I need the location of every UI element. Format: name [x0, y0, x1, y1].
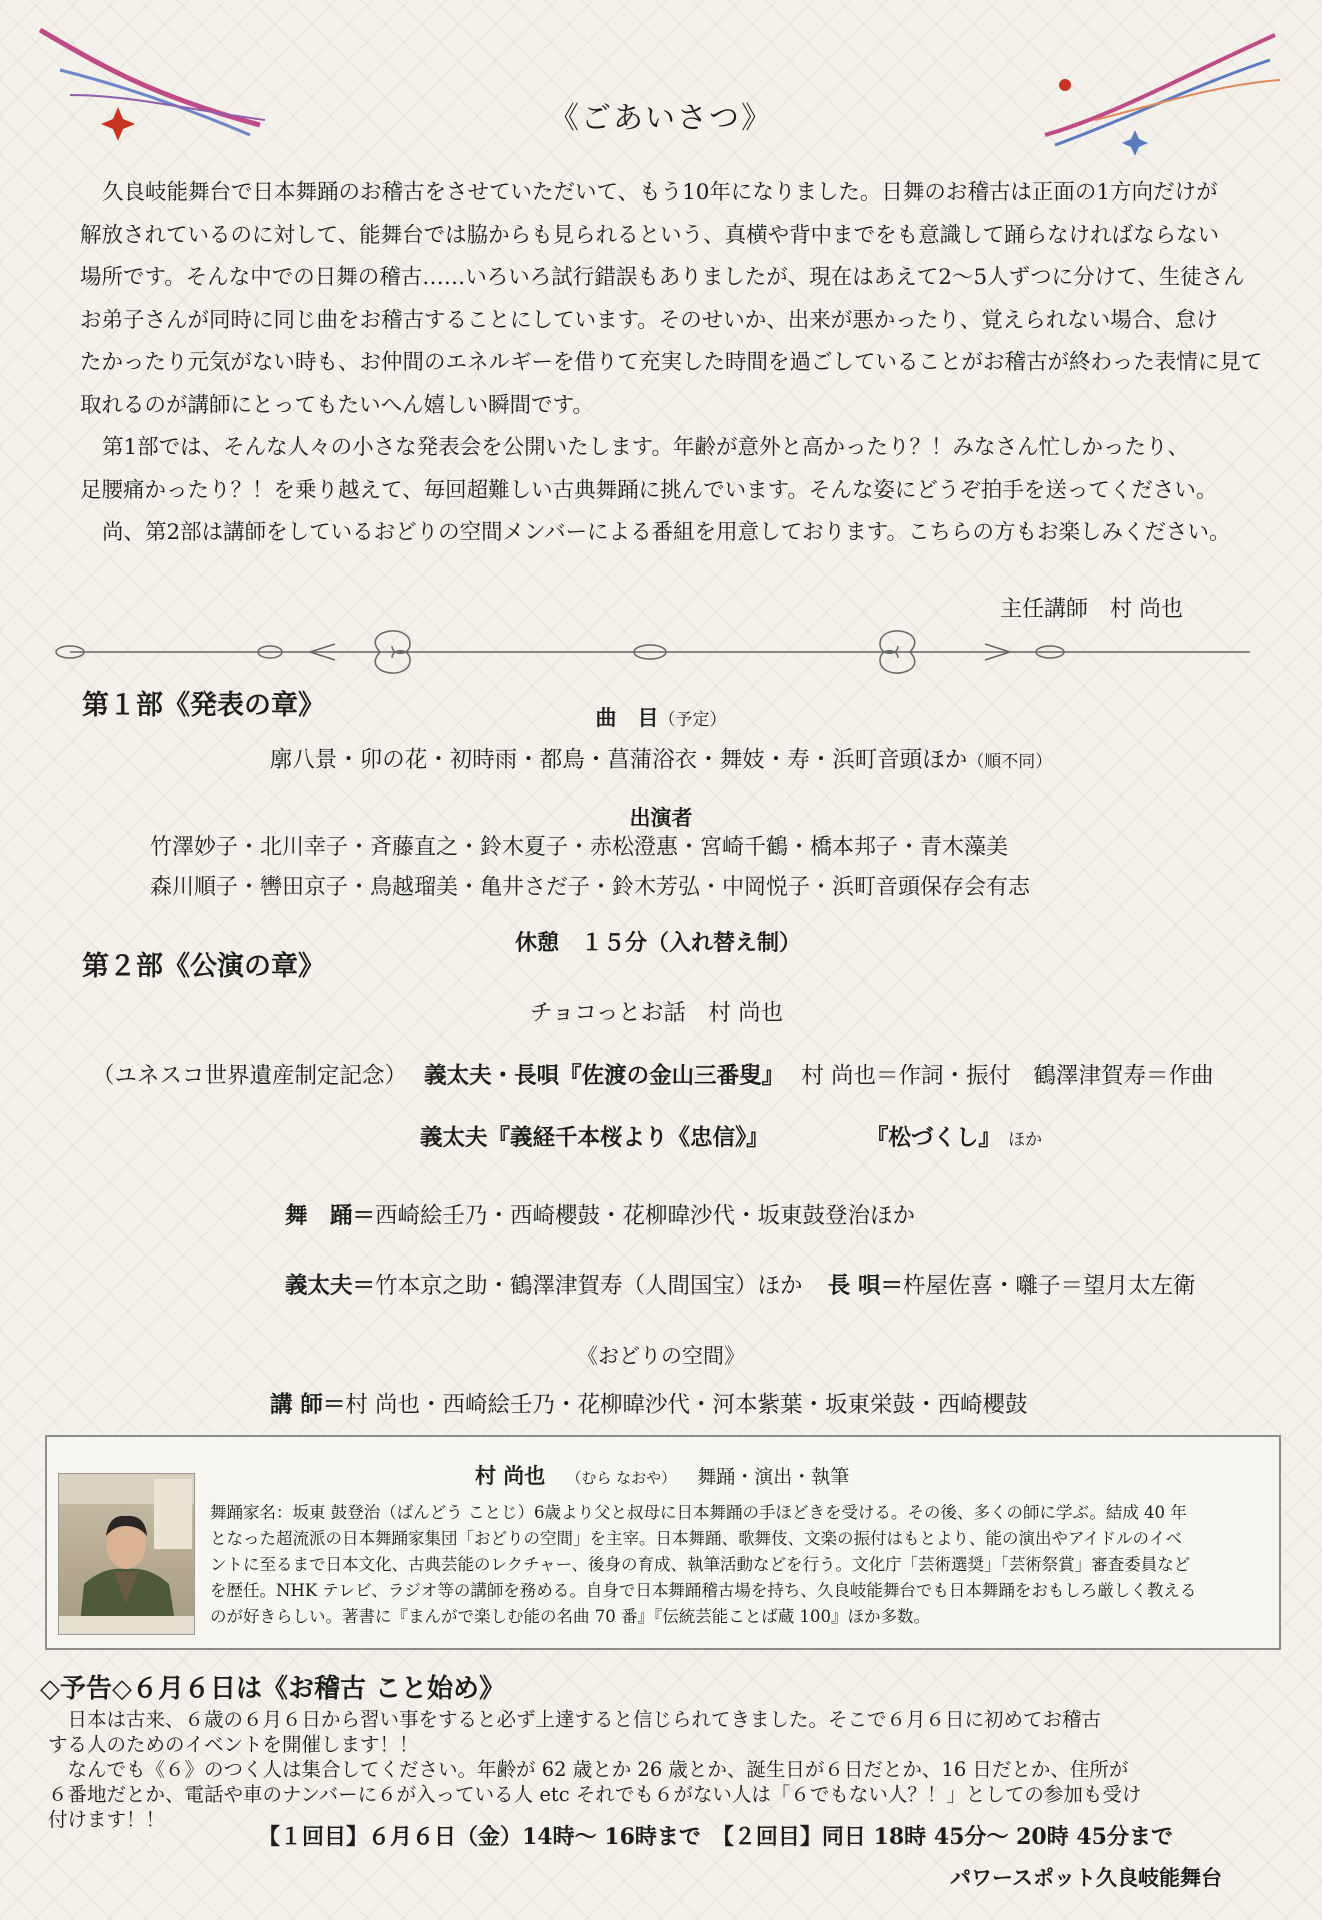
gidayu-line: [285, 1268, 1196, 1300]
bio-line: のが好きらしい。著書に『まんがで楽しむ能の名曲 70 番』『伝統芸能ことば蔵 100』ほか多数。: [210, 1607, 930, 1626]
program-titles: 廓八景・卯の花・初時雨・都鳥・菖蒲浴衣・舞妓・寿・浜町音頭ほか: [269, 747, 968, 773]
greeting-line: 久良岐能舞台で日本舞踊のお稽古をさせていただいて、もう10年になりました。日舞のお稽古は正面の1方向だけが: [102, 180, 1218, 205]
intermission-note: （入れ替え制）: [647, 930, 802, 956]
works-line: [420, 1120, 1042, 1152]
performers-list: [150, 828, 1030, 908]
instructors-line: [270, 1387, 1028, 1419]
divider-swirl-left-2: [375, 651, 410, 673]
greeting-line: たかったり元気がない時も、お仲間のエネルギーを借りて充実した時間を過ごしていることがお稽古が終わった表情に見て: [80, 350, 1263, 375]
bio-name: 村 尚也: [475, 1463, 546, 1488]
program-list: [0, 742, 1322, 774]
instructor-photo: [58, 1473, 195, 1635]
bio-reading: （むら なおや）: [566, 1469, 677, 1487]
notice-line: ６番地だとか、電話や車のナンバーに６が入っている人 etc それでも６がない人は「６でもない人？！」としての参加も受け: [48, 1783, 1142, 1806]
unesco-line: [92, 1058, 1214, 1090]
performers-line: 竹澤妙子・北川幸子・斉藤直之・鈴木夏子・赤松澄惠・宮崎千鶴・橋本邦子・青木藻美: [150, 835, 1009, 860]
bio-line: ントに至るまで日本文化、古典芸能のレクチャー、後身の育成、執筆活動などを行う。文化庁「芸術選奨」「芸術祭賞」審査委員など: [210, 1555, 1191, 1574]
work3-suffix: ほか: [1008, 1130, 1043, 1150]
notice-line: 付けます！！: [48, 1808, 166, 1831]
divider-swirl-right-2: [880, 651, 915, 673]
portrait-window: [154, 1479, 192, 1549]
bio-line: となった超流派の日本舞踊家集団「おどりの空間」を主宰。日本舞踊、歌舞伎、文楽の振付はもとより、能の演出やアイドルのイベ: [210, 1529, 1183, 1548]
greeting-title: 《ごあいさつ》: [549, 101, 773, 136]
unesco-prefix: （ユネスコ世界遺産制定記念）: [92, 1063, 408, 1089]
program-heading-note: （予定）: [658, 710, 727, 730]
intermission: [515, 926, 801, 957]
greeting-line: 第1部では、そんな人々の小さな発表会を公開いたします。年齢が意外と高かったり？！みなさん忙しかったり、: [102, 435, 1189, 460]
notice-line: 日本は古来、６歳の６月６日から習い事をすると必ず上達すると信じられてきました。そこで６月６日に初めてお稽古: [48, 1708, 1102, 1731]
instructors-names: 村 尚也・西崎絵壬乃・花柳暐沙代・河本紫葉・坂東栄鼓・西崎櫻鼓: [345, 1392, 1028, 1418]
work1-credits: 村 尚也＝作詞・振付 鶴澤津賀寿＝作曲: [801, 1063, 1214, 1089]
portrait-illustration: [59, 1474, 194, 1634]
ornament-divider: [50, 622, 1270, 682]
program-order-note: （順不同）: [967, 752, 1053, 772]
event-schedule: 【１回目】６月６日（金）14時～ 16時まで 【２回目】同日 18時 45分～ 20時 45分まで: [258, 1824, 1173, 1850]
performers-line: 森川順子・轡田京子・鳥越瑠美・亀井さだ子・鈴木芳弘・中岡悦子・浜町音頭保存会有志: [150, 875, 1031, 900]
venue-name: パワースポット久良岐能舞台: [950, 1865, 1222, 1890]
group-title: 《おどりの空間》: [577, 1344, 745, 1368]
program-heading: [0, 702, 1322, 732]
nagauta-names: 杵屋佐喜・囃子＝望月太左衛: [903, 1273, 1196, 1299]
notice-heading: ◇予告◇６月６日は《お稽古 こと始め》: [40, 1674, 506, 1704]
bio-roles: 舞踊・演出・執筆: [697, 1466, 850, 1488]
work3-title: 『松づくし』: [865, 1125, 1001, 1151]
dance-label: 舞 踊＝: [285, 1203, 376, 1229]
portrait-table: [59, 1616, 194, 1634]
dance-line: [285, 1198, 915, 1230]
dot-red: [1059, 79, 1071, 91]
part2-title: 第２部《公演の章》: [82, 951, 325, 982]
greeting-line: 尚、第2部は講師をしているおどりの空間メンバーによる番組を用意しております。こちらの方もお楽しみください。: [102, 520, 1231, 545]
gidayu-names: 竹本京之助・鶴澤津賀寿（人間国宝）ほか: [375, 1273, 803, 1299]
intermission-label: 休憩 １５分: [515, 930, 648, 956]
nagauta-label: 長 唄＝: [827, 1273, 904, 1299]
bio-line: 舞踊家名：坂東 鼓登治（ばんどう ことじ）6歳より父と叔母に日本舞踊の手ほどきを受ける。その後、多くの師に学ぶ。結成 40 年: [210, 1503, 1187, 1522]
divider-swirl-left: [375, 631, 410, 653]
dance-names: 西崎絵壬乃・西崎櫻鼓・花柳暐沙代・坂東鼓登治ほか: [375, 1203, 916, 1229]
performers-heading: 出演者: [629, 805, 693, 830]
gidayu-label: 義太夫＝: [285, 1273, 376, 1299]
notice-body: [48, 1707, 1288, 1832]
notice-line: なんでも《６》のつく人は集合してください。年齢が 62 歳とか 26 歳とか、誕生日が６日だとか、16 日だとか、住所が: [48, 1758, 1129, 1781]
notice-line: する人のためのイベントを開催します！！: [48, 1733, 419, 1756]
talk-line: チョコっとお話 村 尚也: [530, 1000, 784, 1026]
greeting-body: [80, 172, 1263, 555]
part1-title: 第１部《発表の章》: [82, 690, 325, 721]
bio-text: [210, 1500, 1272, 1630]
greeting-line: 足腰痛かったり？！を乗り越えて、毎回超難しい古典舞踊に挑んでいます。そんな姿にどうぞ拍手を送ってください。: [80, 477, 1218, 503]
greeting-signature: 主任講師 村 尚也: [1000, 597, 1183, 622]
work2-title: 義太夫『義経千本桜より《忠信》』: [420, 1125, 769, 1151]
greeting-line: 取れるのが講師にとってもたいへん嬉しい瞬間です。: [80, 392, 594, 418]
work1-title: 義太夫・長唄『佐渡の金山三番叟』: [424, 1063, 785, 1089]
greeting-line: お弟子さんが同時に同じ曲をお稽古することにしています。そのせいか、出来が悪かったり、覚えられない場合、怠け: [80, 307, 1218, 333]
greeting-line: 解放されているのに対して、能舞台では脇からも見られるという、真横や背中までをも意識して踊らなければならない: [80, 222, 1220, 248]
bio-line: を歴任。NHK テレビ、ラジオ等の講師を務める。自身で日本舞踊稽古場を持ち、久良岐能舞台でも日本舞踊をおもしろ厳しく教える: [210, 1581, 1197, 1600]
program-heading-label: 曲 目: [595, 705, 659, 730]
greeting-line: 場所です。そんな中での日舞の稽古……いろいろ試行錯誤もありましたが、現在はあえて2～5人ずつに分けて、生徒さん: [80, 265, 1245, 290]
instructors-label: 講 師＝: [270, 1392, 346, 1418]
bio-header: [475, 1460, 849, 1490]
divider-swirl-right: [880, 631, 915, 653]
